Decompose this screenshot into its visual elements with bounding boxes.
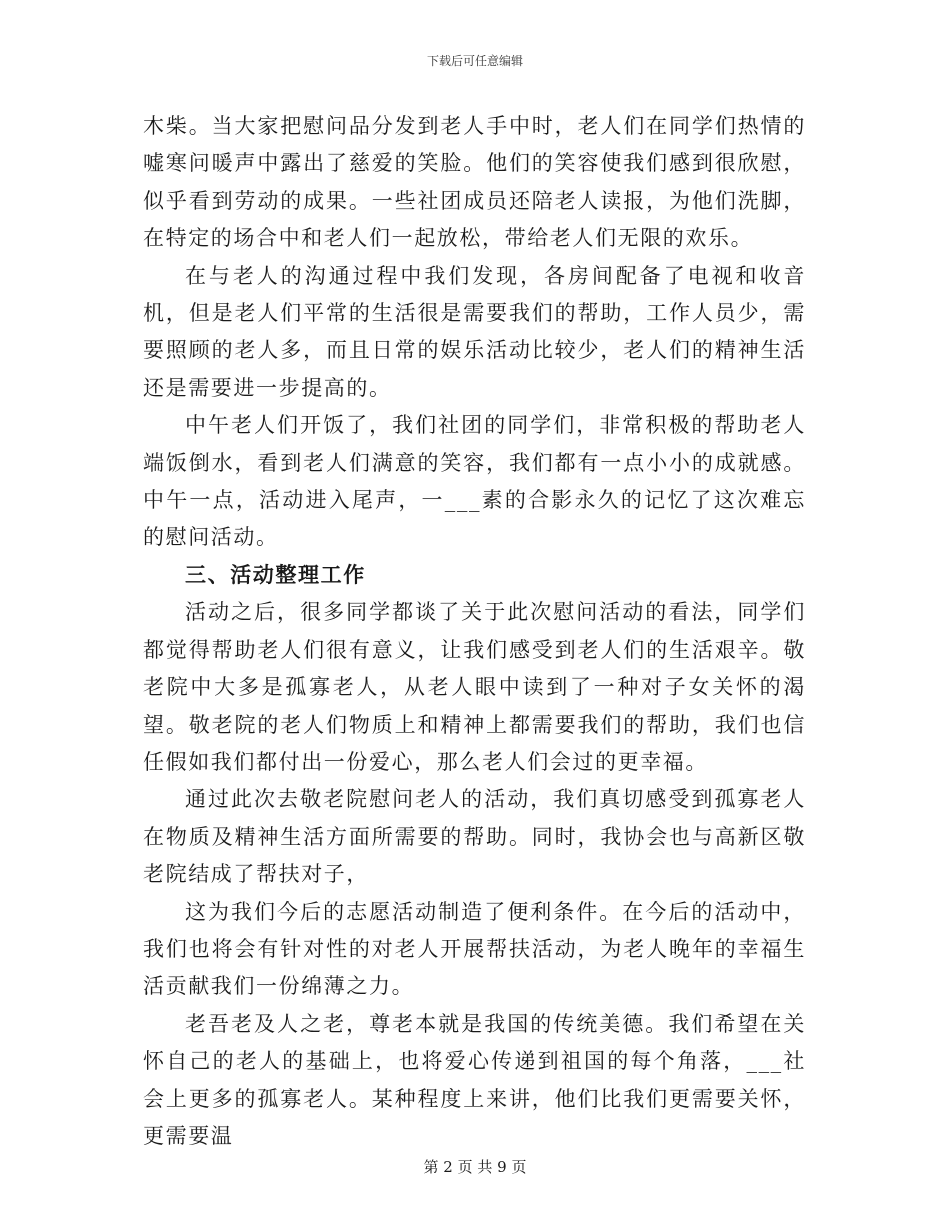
page-header: 下载后可任意编辑: [426, 54, 523, 68]
paragraph-4: 活动之后，很多同学都谈了关于此次慰问活动的看法，同学们都觉得帮助老人们很有意义，让我们感受到老人们的生活艰辛。敬老院中大多是孤寡老人，从老人眼中读到了一种对子女关怀的渴望。敬老院的老人们物质上和精神上都需要我们的帮助，我们也信任假如我们都付出一份爱心，那么老人们会过的更幸福。: [143, 600, 806, 774]
paragraph-5: 通过此次去敬老院慰问老人的活动，我们真切感受到孤寡老人在物质及精神生活方面所需要的帮助。同时，我协会也与高新区敬老院结成了帮扶对子，: [143, 787, 806, 887]
paragraph-7: 老吾老及人之老，尊老本就是我国的传统美德。我们希望在关怀自己的老人的基础上，也将爱心传递到祖国的每个角落，___社会上更多的孤寡老人。某种程度上来讲，他们比我们更需要关怀，更需要温: [143, 1011, 806, 1148]
paragraph-1: 木柴。当大家把慰问品分发到老人手中时，老人们在同学们热情的嘘寒问暖声中露出了慈爱的笑脸。他们的笑容使我们感到很欣慰，似乎看到劳动的成果。一些社团成员还陪老人读报，为他们洗脚，在特定的场合中和老人们一起放松，带给老人们无限的欢乐。: [143, 114, 806, 251]
section-heading-3: 三、活动整理工作: [185, 562, 366, 587]
paragraph-3: 中午老人们开饭了，我们社团的同学们，非常积极的帮助老人端饭倒水，看到老人们满意的笑容，我们都有一点小小的成就感。中午一点，活动进入尾声，一___素的合影永久的记忆了这次难忘的慰问活动。: [143, 413, 806, 550]
paragraph-6: 这为我们今后的志愿活动制造了便利条件。在今后的活动中，我们也将会有针对性的对老人开展帮扶活动，为老人晚年的幸福生活贡献我们一份绵薄之力。: [143, 899, 806, 999]
paragraph-2: 在与老人的沟通过程中我们发现，各房间配备了电视和收音机，但是老人们平常的生活很是需要我们的帮助，工作人员少，需要照顾的老人多，而且日常的娱乐活动比较少，老人们的精神生活还是需要进一步提高的。: [143, 263, 806, 400]
document-body: [143, 108, 806, 1155]
page-footer: 第 2 页 共 9 页: [423, 1158, 527, 1176]
